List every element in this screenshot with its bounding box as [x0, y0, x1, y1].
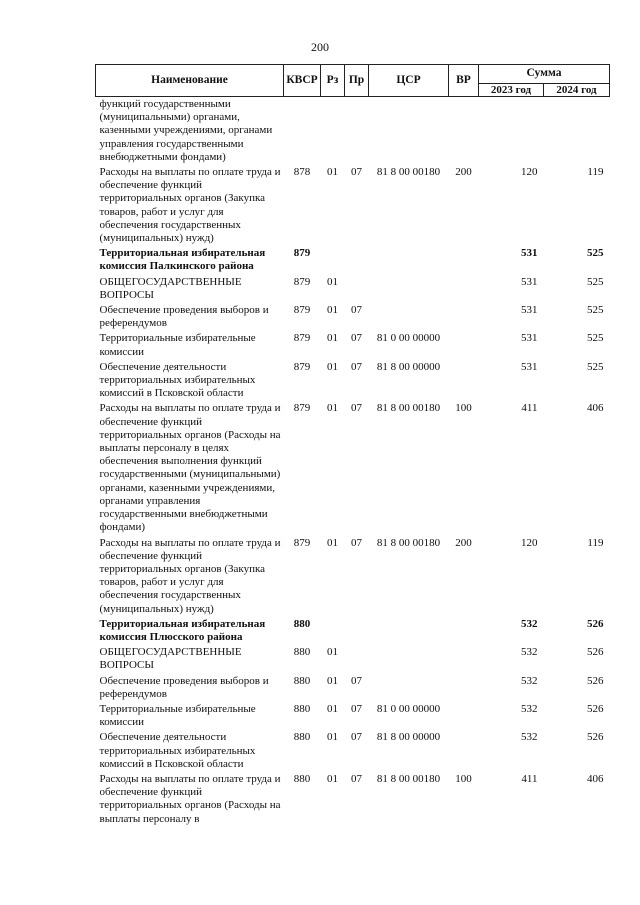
cell-y2023: 411 [521, 402, 538, 415]
cell-csr [369, 97, 449, 166]
table-row [96, 772, 610, 827]
cell-vr [449, 730, 479, 772]
cell-rz: 01 [327, 772, 338, 785]
cell-vr: 100 [455, 402, 472, 415]
cell-vr [449, 360, 479, 402]
cell-name: Обеспечение проведения выборов и референдумов [99, 674, 269, 700]
cell-vr [449, 645, 479, 673]
cell-y2024: 119 [587, 166, 604, 179]
cell-pr: 07 [351, 304, 362, 317]
cell-y2023: 120 [521, 536, 538, 549]
cell-rz: 01 [327, 304, 338, 317]
cell-vr [449, 246, 479, 274]
table-header [96, 65, 610, 97]
cell-csr [369, 246, 449, 274]
cell-y2023 [479, 97, 544, 166]
cell-name: Территориальная избирательная комиссия Плюсского района [99, 617, 266, 643]
cell-name: Территориальные избирательные комиссии [99, 332, 256, 358]
cell-csr: 81 8 00 00180 [376, 772, 441, 785]
cell-csr [369, 275, 449, 303]
cell-rz: 01 [327, 646, 338, 659]
cell-vr: 200 [455, 166, 472, 179]
cell-y2024: 406 [587, 772, 604, 785]
cell-y2024 [544, 97, 610, 166]
cell-csr [369, 303, 449, 331]
cell-csr [369, 674, 449, 702]
cell-name: ОБЩЕГОСУДАРСТВЕННЫЕ ВОПРОСЫ [99, 646, 242, 672]
cell-kvsr: 879 [293, 304, 311, 317]
cell-csr: 81 8 00 00180 [376, 536, 441, 549]
table-row [96, 275, 610, 303]
cell-y2024: 525 [587, 275, 604, 288]
cell-csr [369, 645, 449, 673]
header-name: Наименование [96, 65, 284, 97]
cell-vr [449, 702, 479, 730]
cell-pr: 07 [351, 731, 362, 744]
table-row [96, 645, 610, 673]
cell-y2024: 406 [587, 402, 604, 415]
cell-pr [345, 617, 369, 645]
cell-pr: 07 [351, 166, 362, 179]
cell-vr [449, 275, 479, 303]
header-rz: Рз [321, 65, 345, 97]
table-row [96, 536, 610, 617]
cell-pr: 07 [351, 536, 362, 549]
header-kvsr: КВСР [284, 65, 321, 97]
cell-vr [449, 303, 479, 331]
cell-y2024: 526 [587, 731, 604, 744]
table-row [96, 360, 610, 402]
header-pr: Пр [345, 65, 369, 97]
cell-kvsr: 880 [293, 674, 311, 687]
cell-vr [449, 617, 479, 645]
cell-kvsr: 880 [293, 731, 311, 744]
cell-y2024: 526 [587, 674, 604, 687]
cell-name: Территориальная избирательная комиссия Палкинского района [99, 247, 266, 273]
cell-rz: 01 [327, 402, 338, 415]
cell-vr [449, 97, 479, 166]
cell-name: Расходы на выплаты по оплате труда и обеспечение функций территориальных органов (Закупка товаров, работ и услуг для обеспечения государственных (муниципальных) нужд) [99, 166, 281, 245]
cell-rz [321, 617, 345, 645]
cell-csr: 81 0 00 00000 [376, 702, 441, 715]
page-number: 200 [311, 40, 329, 54]
table-body [96, 97, 610, 827]
cell-csr: 81 8 00 00000 [376, 731, 441, 744]
cell-kvsr [284, 97, 321, 166]
cell-y2024: 526 [587, 646, 604, 659]
cell-rz: 01 [327, 166, 338, 179]
header-year-2023: 2023 год [479, 84, 544, 97]
cell-name: ОБЩЕГОСУДАРСТВЕННЫЕ ВОПРОСЫ [99, 275, 242, 301]
cell-kvsr: 879 [293, 247, 311, 260]
cell-name: Расходы на выплаты по оплате труда и обеспечение функций территориальных органов (Расходы на выплаты персоналу в целях обеспечения выполнения функций государственными (муниципальными) органами, казенными учреждениями, органами управления государственными внебюджетными фондами) [99, 402, 281, 534]
cell-kvsr: 879 [293, 536, 311, 549]
cell-pr [345, 246, 369, 274]
cell-pr [345, 97, 369, 166]
cell-y2023: 532 [521, 702, 538, 715]
cell-y2023: 120 [521, 166, 538, 179]
cell-y2024: 525 [587, 360, 604, 373]
table-row [96, 331, 610, 359]
cell-pr [345, 645, 369, 673]
table-row [96, 702, 610, 730]
cell-name: функций государственными (муниципальными) органами, казенными учреждениями, органами управления государственными внебюджетными фондами) [99, 98, 273, 163]
cell-rz: 01 [327, 731, 338, 744]
cell-kvsr: 879 [293, 360, 311, 373]
cell-kvsr: 880 [293, 646, 311, 659]
cell-y2024: 119 [587, 536, 604, 549]
cell-pr: 07 [351, 702, 362, 715]
cell-csr: 81 8 00 00180 [376, 166, 441, 179]
cell-pr: 07 [351, 402, 362, 415]
cell-csr: 81 8 00 00180 [376, 402, 441, 415]
cell-pr [345, 275, 369, 303]
cell-y2023: 531 [521, 247, 538, 260]
cell-rz: 01 [327, 674, 338, 687]
table-row [96, 165, 610, 246]
budget-table [95, 64, 610, 827]
cell-vr: 100 [455, 772, 472, 785]
table-row [96, 246, 610, 274]
cell-kvsr: 880 [293, 617, 311, 630]
table-row [96, 303, 610, 331]
cell-name: Расходы на выплаты по оплате труда и обеспечение функций территориальных органов (Расходы на выплаты персоналу в [99, 772, 281, 825]
cell-rz: 01 [327, 275, 338, 288]
cell-y2024: 525 [587, 247, 604, 260]
cell-pr: 07 [351, 772, 362, 785]
cell-kvsr: 880 [293, 772, 311, 785]
cell-vr: 200 [455, 536, 472, 549]
cell-vr [449, 331, 479, 359]
cell-kvsr: 880 [293, 702, 311, 715]
cell-y2023: 532 [521, 646, 538, 659]
cell-csr: 81 0 00 00000 [376, 332, 441, 345]
cell-pr: 07 [351, 360, 362, 373]
cell-y2023: 532 [521, 731, 538, 744]
cell-rz [321, 97, 345, 166]
cell-rz: 01 [327, 360, 338, 373]
table-row [96, 730, 610, 772]
cell-pr: 07 [351, 674, 362, 687]
cell-y2024: 525 [587, 304, 604, 317]
header-year-2024: 2024 год [544, 84, 610, 97]
cell-y2023: 411 [521, 772, 538, 785]
cell-name: Обеспечение деятельности территориальных избирательных комиссий в Псковской области [99, 360, 256, 400]
cell-kvsr: 879 [293, 332, 311, 345]
cell-rz: 01 [327, 702, 338, 715]
header-sum: Сумма [479, 65, 610, 84]
cell-y2023: 532 [521, 674, 538, 687]
cell-kvsr: 879 [293, 275, 311, 288]
cell-y2023: 531 [521, 275, 538, 288]
header-csr: ЦСР [369, 65, 449, 97]
cell-rz: 01 [327, 332, 338, 345]
cell-y2024: 525 [587, 332, 604, 345]
table-row [96, 617, 610, 645]
cell-rz: 01 [327, 536, 338, 549]
table-row [96, 97, 610, 166]
cell-name: Расходы на выплаты по оплате труда и обеспечение функций территориальных органов (Закупка товаров, работ и услуг для обеспечения государственных (муниципальных) нужд) [99, 536, 281, 615]
cell-y2023: 531 [521, 304, 538, 317]
cell-kvsr: 879 [293, 402, 311, 415]
cell-pr: 07 [351, 332, 362, 345]
table-row [96, 401, 610, 535]
cell-y2023: 532 [521, 617, 538, 630]
cell-rz [321, 246, 345, 274]
cell-csr [369, 617, 449, 645]
cell-name: Обеспечение деятельности территориальных избирательных комиссий в Псковской области [99, 731, 256, 770]
cell-csr: 81 8 00 00000 [376, 360, 441, 373]
cell-y2023: 531 [521, 332, 538, 345]
header-vr: ВР [449, 65, 479, 97]
cell-y2024: 526 [587, 702, 604, 715]
cell-name: Обеспечение проведения выборов и референдумов [99, 304, 269, 330]
cell-y2024: 526 [587, 617, 604, 630]
cell-name: Территориальные избирательные комиссии [99, 702, 256, 729]
cell-y2023: 531 [521, 360, 538, 373]
cell-vr [449, 674, 479, 702]
table-row [96, 674, 610, 702]
cell-kvsr: 878 [293, 166, 311, 179]
